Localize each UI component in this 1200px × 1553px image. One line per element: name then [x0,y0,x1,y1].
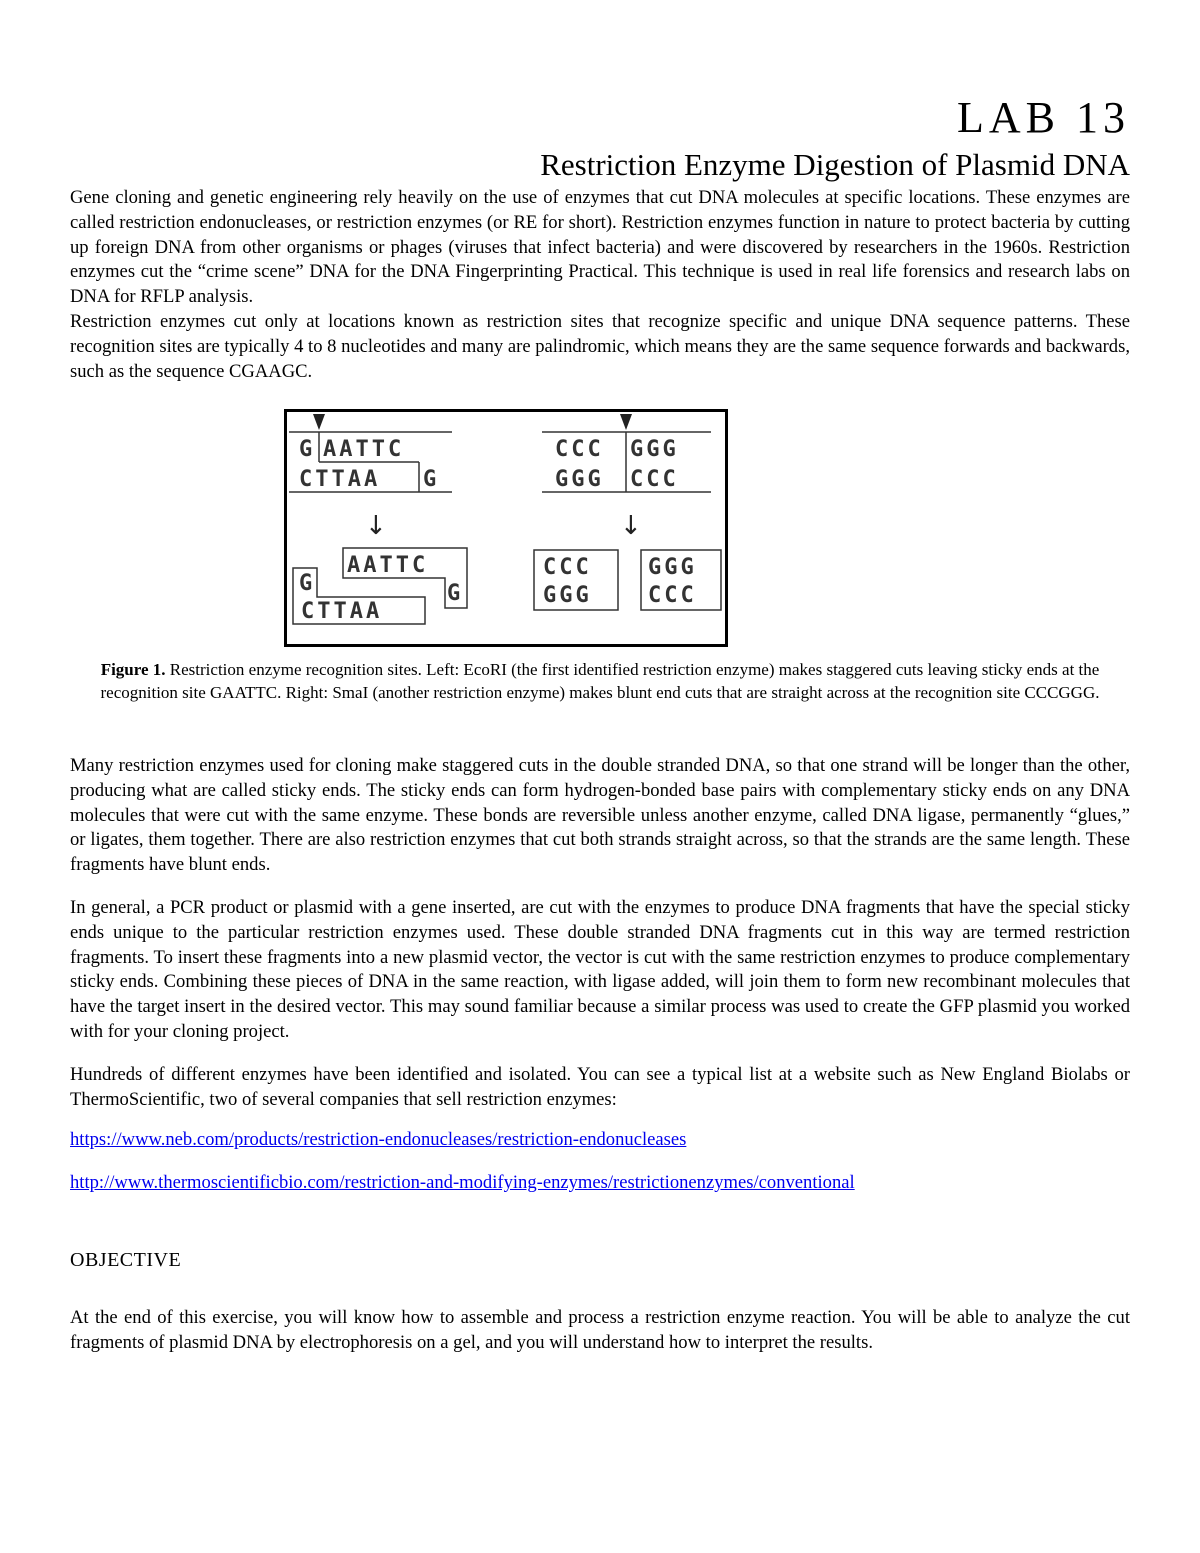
smai-fragment-1-bottom: GGG [543,583,592,608]
smai-fragment-1-top: CCC [543,555,592,580]
body-paragraph-restriction-fragments [70,896,1130,1045]
ecori-cut-marker-icon [313,414,325,430]
restriction-sites-svg [287,412,725,644]
objective-heading: OBJECTIVE [70,1249,182,1271]
lab-title: LAB 13 [957,93,1130,142]
smai-recognition-site [534,414,721,610]
ecori-top-left: G [299,437,316,462]
ecori-bottom-right: G [423,467,440,492]
paragraph-3: Many restriction enzymes used for cloning make staggered cuts in the double stranded DNA, so that one strand will be longer than the other, producing what are called sticky ends. The sticky ends can form hydrogen-bonded base pairs with complementary sticky ends on any DNA molecules that were cut with the same enzyme. These bonds are reversible unless another enzyme, called DNA ligase, permanently “glues,” or ligates, them together. There are also restriction enzymes that cut both strands straight across, so that the strands are the same length. These fragments have blunt ends. [70,755,1130,876]
paragraph-4: In general, a PCR product or plasmid with a gene inserted, are cut with the enzymes to produce DNA fragments that have the special sticky ends unique to the particular restriction enzymes used. These double stranded DNA fragments cut in this way are termed restriction fragments. To insert these fragments into a new plasmid vector, the vector is cut with the same restriction enzymes to produce complementary sticky ends. Combining these pieces of DNA in the same reaction, with ligase added, will join them to form new recombinant molecules that have the target insert in the desired vector. This may sound familiar because a similar process was used to create the GFP plasmid you worked with for your cloning project. [70,897,1130,1042]
smai-bottom-left: GGG [555,467,604,492]
ecori-fragment-2-bottom: G [447,581,464,606]
figure-1-diagram [284,409,728,647]
neb-link[interactable]: https://www.neb.com/products/restriction-endonucleases/restriction-endonucleases [70,1129,687,1150]
thermoscientific-link[interactable]: http://www.thermoscientificbio.com/restriction-and-modifying-enzymes/restrictionenzymes/conventional [70,1172,855,1193]
ecori-top-right: AATTC [323,437,405,462]
paragraph-5: Hundreds of different enzymes have been identified and isolated. You can see a typical list at a website such as New England Biolabs or ThermoScientific, two of several companies that sell restriction enzymes: [70,1064,1130,1110]
figure-caption-text: Restriction enzyme recognition sites. Left: EcoRI (the first identified restriction enzyme) makes staggered cuts leaving sticky ends at the recognition site GAATTC. Right: SmaI (another restriction enzyme) makes blunt end cuts that are straight across at the recognition site CCCGGG. [100,660,1100,702]
ecori-down-arrow-icon: ↓ [365,511,387,541]
ecori-recognition-site [289,414,467,624]
smai-bottom-right: CCC [630,467,679,492]
figure-1-caption [70,658,1130,704]
paragraph-objective: At the end of this exercise, you will know how to assemble and process a restriction enzyme reaction. You will be able to analyze the cut fragments of plasmid DNA by electrophoresis on a gel, and you will understand how to interpret the results. [70,1307,1130,1353]
body-paragraph-sticky-ends [70,754,1130,878]
figure-caption-label: Figure 1. [100,660,166,679]
smai-fragment-2-bottom: CCC [648,583,697,608]
smai-top-right: GGG [630,437,679,462]
body-paragraph-enzyme-list [70,1063,1130,1113]
smai-down-arrow-icon: ↓ [620,511,642,541]
intro-paragraph-2: Restriction enzymes cut only at locations known as restriction sites that recognize specific and unique DNA sequence patterns. These recognition sites are typically 4 to 8 nucleotides and many are palindromic, which means they are the same sequence forwards and backwards, such as the sequence CGAAGC. [70,310,1130,382]
ecori-fragment-1-top: G [299,571,316,596]
smai-cut-marker-icon [620,414,632,430]
smai-fragment-2-top: GGG [648,555,697,580]
intro-section [70,186,1130,384]
objective-section [70,1306,1130,1356]
lab-subtitle: Restriction Enzyme Digestion of Plasmid DNA [540,147,1130,182]
intro-paragraph-1: Gene cloning and genetic engineering rely heavily on the use of enzymes that cut DNA molecules at specific locations. These enzymes are called restriction endonucleases, or restriction enzymes (or RE for short). Restriction enzymes function in nature to protect bacteria by cutting up foreign DNA from other organisms or phages (viruses that infect bacteria) and were discovered by researchers in the 1960s. Restriction enzymes cut the “crime scene” DNA for the DNA Fingerprinting Practical. This technique is used in real life forensics and research labs on DNA for RFLP analysis. [70,187,1130,308]
ecori-bottom-left: CTTAA [299,467,381,492]
smai-top-left: CCC [555,437,604,462]
ecori-fragment-2-top: AATTC [347,553,429,578]
ecori-fragment-1-bottom: CTTAA [301,599,383,624]
